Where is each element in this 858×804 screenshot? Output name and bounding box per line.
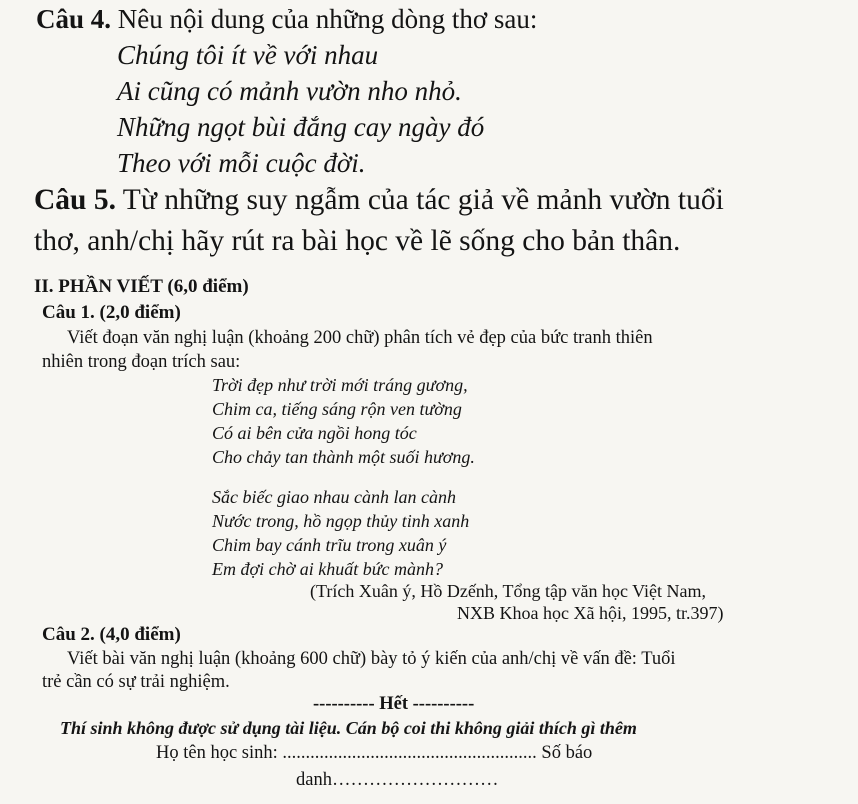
writing-question-1-prompt: Viết đoạn văn nghị luận (khoảng 200 chữ) phân tích vẻ đẹp của bức tranh thiên	[67, 328, 653, 348]
question-5-line-2: thơ, anh/chị hãy rút ra bài học về lẽ sống cho bản thân.	[34, 225, 681, 257]
question-5-line-1	[34, 184, 724, 217]
question-5-text: Từ những suy ngẫm của tác giả về mảnh vườn tuổi	[115, 184, 724, 216]
question-4-heading	[36, 4, 537, 35]
candidate-number-line	[296, 770, 498, 791]
excerpt-line: Có ai bên cửa ngồi hong tóc	[212, 423, 417, 443]
excerpt-line: Em đợi chờ ai khuất bức mành?	[212, 559, 443, 579]
end-dashes-left: ----------	[313, 694, 375, 714]
section-2-title: II. PHẦN VIẾT (6,0 điểm)	[34, 276, 249, 297]
excerpt-line: Chim ca, tiếng sáng rộn ven tường	[212, 399, 462, 419]
student-name-line	[156, 743, 592, 764]
end-dashes-right: ----------	[412, 694, 475, 714]
writing-question-2-title: Câu 2. (4,0 điểm)	[42, 624, 181, 645]
poem-line: Ai cũng có mảnh vườn nho nhỏ.	[117, 76, 462, 106]
writing-question-1-prompt-cont: nhiên trong đoạn trích sau:	[42, 352, 241, 372]
question-4-label: Câu 4.	[36, 4, 112, 34]
citation-line-2: NXB Khoa học Xã hội, 1995, tr.397)	[457, 603, 724, 623]
poem-line: Chúng tôi ít về với nhau	[117, 40, 379, 70]
student-name-blank: .......................................................	[282, 743, 537, 763]
poem-line: Những ngọt bùi đắng cay ngày đó	[117, 112, 485, 142]
end-marker	[313, 694, 474, 715]
excerpt-line: Chim bay cánh trĩu trong xuân ý	[212, 535, 447, 555]
candidate-number-blank: ………………………	[331, 770, 499, 790]
student-name-label: Họ tên học sinh:	[156, 743, 283, 763]
question-4-text: Nêu nội dung của những dòng thơ sau:	[111, 4, 538, 34]
excerpt-line: Cho chảy tan thành một suối hương.	[212, 447, 475, 467]
exam-note: Thí sinh không được sử dụng tài liệu. Cán bộ coi thi không giải thích gì thêm	[60, 718, 637, 738]
excerpt-line: Sắc biếc giao nhau cành lan cành	[212, 487, 456, 507]
citation-line-1: (Trích Xuân ý, Hồ Dzếnh, Tổng tập văn học Việt Nam,	[310, 581, 707, 601]
candidate-number-label-cont: danh	[296, 770, 332, 790]
question-5-label: Câu 5.	[34, 184, 116, 216]
writing-question-2-prompt: Viết bài văn nghị luận (khoảng 600 chữ) bày tỏ ý kiến của anh/chị về vấn đề: Tuổi	[67, 649, 676, 669]
writing-question-1-title: Câu 1. (2,0 điểm)	[42, 302, 181, 323]
poem-line: Theo với mỗi cuộc đời.	[117, 148, 366, 178]
excerpt-line: Nước trong, hồ ngọp thủy tinh xanh	[212, 511, 470, 531]
candidate-number-label: Số báo	[536, 743, 593, 763]
writing-question-2-prompt-cont: trẻ cần có sự trải nghiệm.	[42, 672, 230, 692]
excerpt-line: Trời đẹp như trời mới tráng gương,	[212, 375, 468, 395]
end-text: Hết	[379, 694, 408, 714]
